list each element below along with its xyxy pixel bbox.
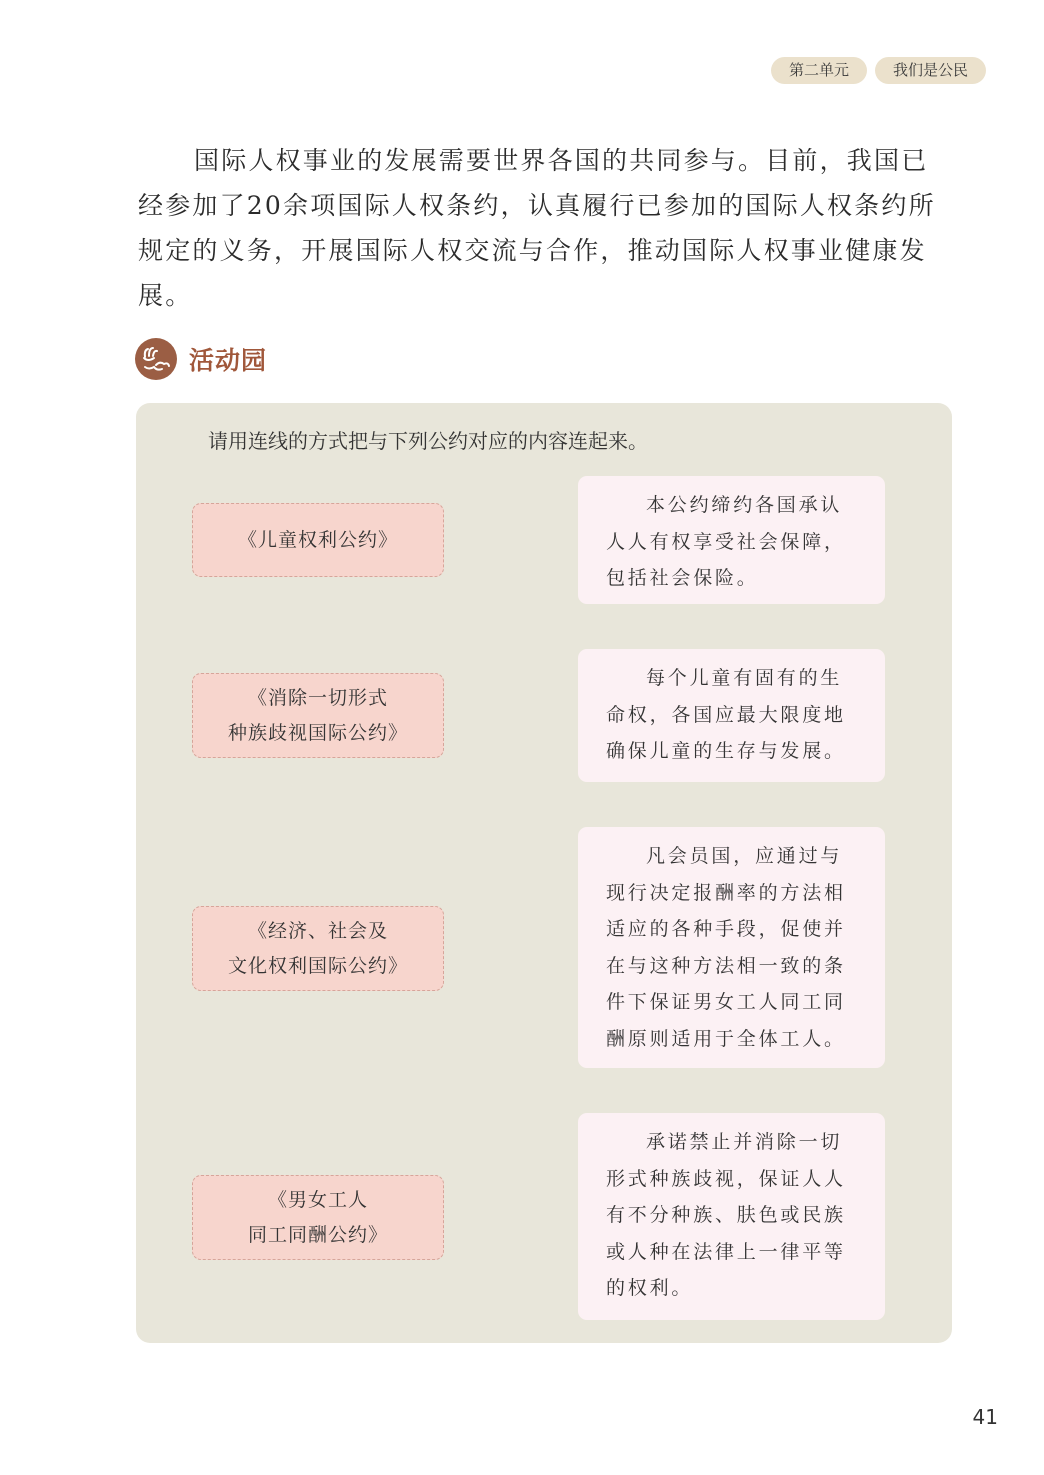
- convention-title-line: 种族歧视国际公约》: [227, 721, 408, 744]
- intro-paragraph: 国际人权事业的发展需要世界各国的共同参与。目前，我国已经参加了20余项国际人权条约，认真履行已参加的国际人权条约所规定的义务，开展国际人权交流与合作，推动国际人权事业健康发展。: [138, 146, 936, 310]
- convention-box[interactable]: [192, 503, 444, 577]
- convention-box[interactable]: [192, 673, 444, 758]
- section-title: 活动园: [189, 346, 268, 375]
- convention-title-line: 《儿童权利公约》: [237, 528, 398, 551]
- convention-box[interactable]: [192, 1175, 444, 1260]
- content-card[interactable]: 每个儿童有固有的生命权，各国应最大限度地确保儿童的生存与发展。: [578, 649, 885, 782]
- content-card[interactable]: 本公约缔约各国承认人人有权享受社会保障，包括社会保险。: [578, 476, 885, 604]
- convention-title-line: 文化权利国际公约》: [227, 954, 408, 977]
- convention-title-line: 《男女工人: [267, 1188, 368, 1211]
- page-number: 41: [972, 1405, 998, 1429]
- lesson-tag: 我们是公民: [875, 57, 986, 84]
- convention-title-line: 《经济、社会及: [247, 919, 388, 942]
- convention-title-line: 同工同酬公约》: [247, 1223, 388, 1246]
- convention-box[interactable]: [192, 906, 444, 991]
- section-header: [135, 338, 267, 380]
- header-tags: [771, 57, 986, 84]
- unit-tag: 第二单元: [771, 57, 867, 84]
- convention-title-line: 《消除一切形式: [247, 686, 388, 709]
- activity-instruction: 请用连线的方式把与下列公约对应的内容连起来。: [208, 429, 648, 453]
- activity-box: [136, 403, 952, 1343]
- content-card[interactable]: 凡会员国，应通过与现行决定报酬率的方法相适应的各种手段，促使并在与这种方法相一致的条件下保证男女工人同工同酬原则适用于全体工人。: [578, 827, 885, 1068]
- content-card[interactable]: 承诺禁止并消除一切形式种族歧视，保证人人有不分种族、肤色或民族或人种在法律上一律平等的权利。: [578, 1113, 885, 1320]
- hands-icon: [135, 338, 177, 380]
